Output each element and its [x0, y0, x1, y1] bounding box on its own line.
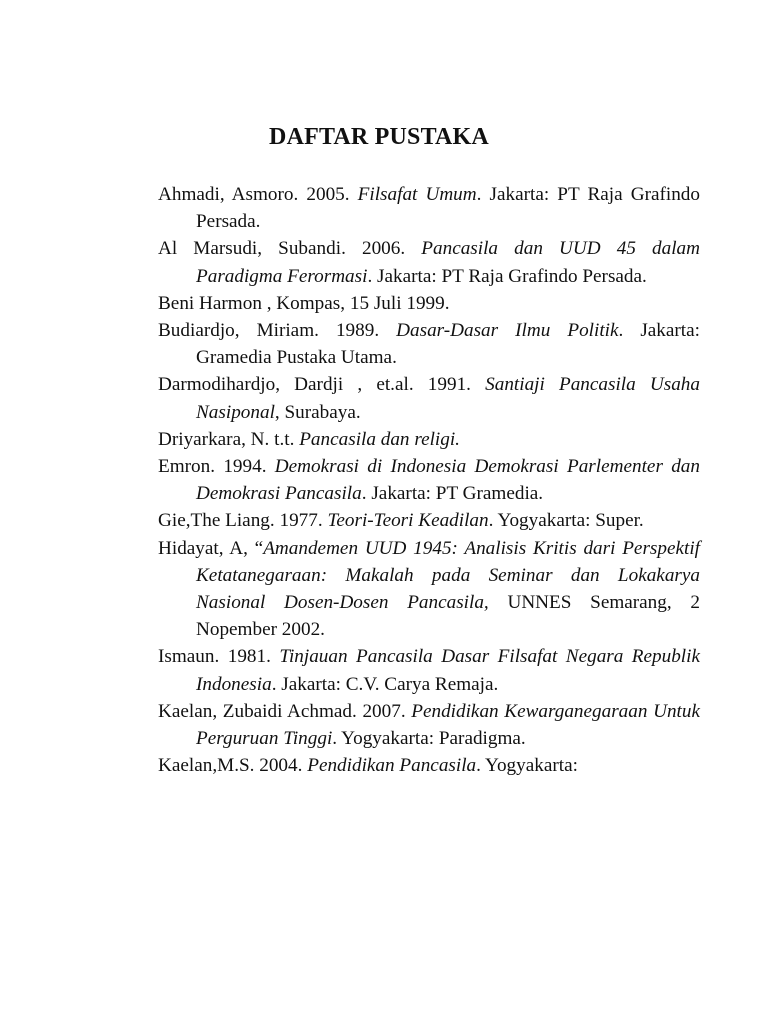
reference-publisher: . Yogyakarta: Super. [488, 510, 644, 532]
reference-entry [158, 698, 700, 752]
reference-title: Filsafat Umum [357, 184, 477, 205]
reference-title: Santiaji Pancasila Usaha Nasiponal [196, 374, 700, 423]
reference-title: Teori-Teori Keadilan [327, 510, 489, 532]
reference-title: Demokrasi di Indonesia Demokrasi Parlementer dan Demokrasi Pancasila [196, 456, 700, 505]
reference-entry [158, 181, 700, 235]
reference-title: Pancasila dan UUD 45 dalam Paradigma Ferormasi [196, 238, 700, 287]
reference-author-year: Ismaun. 1981. [158, 646, 280, 668]
reference-entry [158, 535, 700, 644]
reference-entry [158, 643, 700, 697]
reference-entry [158, 371, 700, 425]
reference-publisher: . Yogyakarta: [476, 755, 578, 777]
reference-title: Tinjauan Pancasila Dasar Filsafat Negara Republik Indonesia [196, 646, 700, 695]
reference-author-year: Ahmadi, Asmoro. 2005. [158, 184, 358, 205]
reference-title: Pendidikan Pancasila [307, 755, 477, 777]
reference-author-year: Driyarkara, N. t.t. [158, 428, 300, 450]
reference-author-year: Al Marsudi, Subandi. 2006. [158, 238, 422, 260]
reference-entry [158, 317, 700, 371]
reference-author-year: Darmodihardjo, Dardji , et.al. 1991. [158, 374, 486, 396]
page-title: DAFTAR PUSTAKA [269, 124, 489, 150]
reference-author-year: Kaelan,M.S. 2004. [158, 755, 308, 777]
reference-title: Dasar-Dasar Ilmu Politik [396, 320, 619, 342]
reference-author-year: Hidayat, A, “ [158, 537, 264, 559]
reference-publisher: . Jakarta: PT Gramedia. [361, 483, 544, 505]
reference-publisher: . Jakarta: C.V. Carya Remaja. [271, 673, 499, 695]
reference-title: Amandemen UUD 1945: Analisis Kritis dari Perspektif Ketatanegaraan: Makalah pada Seminar dan Lokakarya Nasional Dosen-Dosen Pancasila, [196, 537, 700, 614]
reference-author-year: Beni Harmon , Kompas, 15 Juli 1999. [158, 292, 450, 314]
reference-author-year: Gie,The Liang. 1977. [158, 510, 328, 532]
reference-publisher: UNNES Semarang, 2 Nopember 2002. [196, 592, 700, 641]
reference-author-year: Emron. 1994. [158, 456, 275, 478]
reference-publisher: . Jakarta: Gramedia Pustaka Utama. [196, 320, 700, 369]
reference-publisher: , Surabaya. [274, 401, 361, 423]
reference-entry [158, 426, 700, 453]
reference-entry [158, 752, 700, 779]
reference-publisher: . Jakarta: PT Raja Grafindo Persada. [196, 184, 700, 233]
reference-entry [158, 507, 700, 534]
reference-title: Pancasila dan religi. [299, 428, 460, 450]
reference-author-year: Kaelan, Zubaidi Achmad. 2007. [158, 700, 412, 722]
reference-title: Pendidikan Kewarganegaraan Untuk Perguruan Tinggi [196, 700, 700, 750]
reference-list [158, 181, 700, 779]
reference-publisher: . Jakarta: PT Raja Grafindo Persada. [367, 265, 647, 287]
reference-entry [158, 453, 700, 507]
reference-author-year: Budiardjo, Miriam. 1989. [158, 320, 397, 342]
reference-publisher: . Yogyakarta: Paradigma. [332, 728, 526, 750]
reference-entry [158, 235, 700, 289]
reference-entry [158, 290, 700, 317]
